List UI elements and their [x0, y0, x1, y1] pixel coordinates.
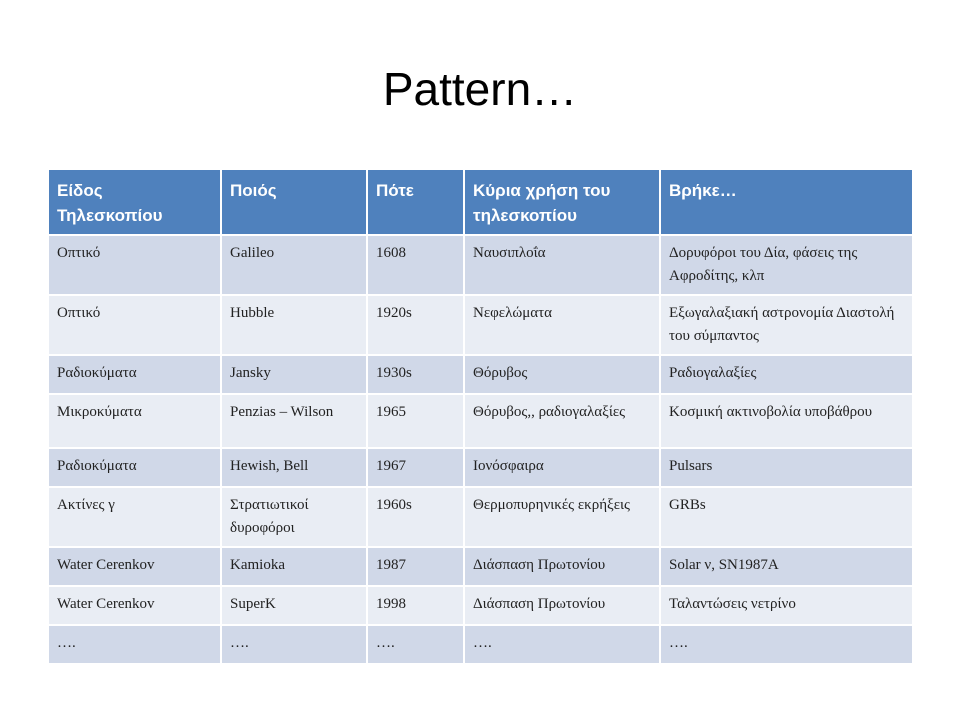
cell-main-use: Διάσπαση Πρωτονίου	[464, 547, 660, 586]
table-row	[48, 625, 913, 664]
table-header-row	[48, 169, 913, 235]
cell-main-use: Διάσπαση Πρωτονίου	[464, 586, 660, 625]
cell-main-use: Ναυσιπλοΐα	[464, 235, 660, 295]
cell-who: Galileo	[221, 235, 367, 295]
cell-found: Κοσμική ακτινοβολία υποβάθρου	[660, 394, 913, 448]
header-found: Βρήκε…	[660, 169, 913, 235]
cell-main-use: Θόρυβος	[464, 355, 660, 394]
cell-found: Pulsars	[660, 448, 913, 487]
cell-type: ….	[48, 625, 221, 664]
cell-type: Water Cerenkov	[48, 586, 221, 625]
header-when: Πότε	[367, 169, 464, 235]
cell-when: 1920s	[367, 295, 464, 355]
cell-type: Μικροκύματα	[48, 394, 221, 448]
cell-when: ….	[367, 625, 464, 664]
table-row	[48, 487, 913, 547]
cell-who: Jansky	[221, 355, 367, 394]
cell-when: 1960s	[367, 487, 464, 547]
cell-when: 1930s	[367, 355, 464, 394]
cell-when: 1608	[367, 235, 464, 295]
cell-found: Ραδιογαλαξίες	[660, 355, 913, 394]
cell-who: Στρατιωτικοί δυροφόροι	[221, 487, 367, 547]
cell-main-use: Θερμοπυρηνικές εκρήξεις	[464, 487, 660, 547]
cell-type: Οπτικό	[48, 235, 221, 295]
header-who: Ποιός	[221, 169, 367, 235]
cell-type: Ακτίνες γ	[48, 487, 221, 547]
cell-type: Water Cerenkov	[48, 547, 221, 586]
cell-main-use: Ιονόσφαιρα	[464, 448, 660, 487]
cell-found: ….	[660, 625, 913, 664]
table-row	[48, 295, 913, 355]
cell-who: SuperK	[221, 586, 367, 625]
header-main-use: Κύρια χρήση του τηλεσκοπίου	[464, 169, 660, 235]
cell-who: ….	[221, 625, 367, 664]
cell-main-use: Θόρυβος,, ραδιογαλαξίες	[464, 394, 660, 448]
table-row	[48, 448, 913, 487]
cell-type: Ραδιοκύματα	[48, 355, 221, 394]
cell-type: Ραδιοκύματα	[48, 448, 221, 487]
table-row	[48, 394, 913, 448]
cell-who: Kamioka	[221, 547, 367, 586]
table-row	[48, 547, 913, 586]
cell-found: Δορυφόροι του Δία, φάσεις της Αφροδίτης, κλπ	[660, 235, 913, 295]
header-type: Είδος Τηλεσκοπίου	[48, 169, 221, 235]
cell-main-use: ….	[464, 625, 660, 664]
table-row	[48, 586, 913, 625]
cell-found: Ταλαντώσεις νετρίνο	[660, 586, 913, 625]
cell-found: Εξωγαλαξιακή αστρονομία Διαστολή του σύμπαντος	[660, 295, 913, 355]
cell-who: Penzias – Wilson	[221, 394, 367, 448]
cell-main-use: Νεφελώματα	[464, 295, 660, 355]
cell-who: Hubble	[221, 295, 367, 355]
table-row	[48, 355, 913, 394]
cell-found: Solar ν, SN1987A	[660, 547, 913, 586]
cell-when: 1987	[367, 547, 464, 586]
cell-when: 1967	[367, 448, 464, 487]
cell-when: 1998	[367, 586, 464, 625]
cell-who: Hewish, Bell	[221, 448, 367, 487]
table-row	[48, 235, 913, 295]
cell-type: Οπτικό	[48, 295, 221, 355]
telescope-table	[47, 168, 914, 665]
cell-when: 1965	[367, 394, 464, 448]
cell-found: GRBs	[660, 487, 913, 547]
slide-title: Pattern…	[382, 63, 578, 115]
